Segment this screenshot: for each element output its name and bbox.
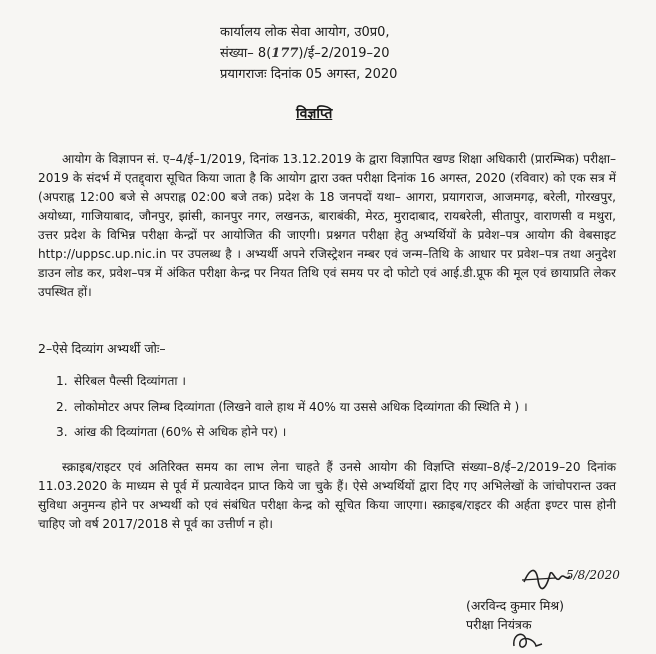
disability-list xyxy=(56,372,616,449)
section-2-heading: 2–ऐसे दिव्यांग अभ्यर्थी जोः– xyxy=(38,341,166,356)
paragraph-scribe-details: स्क्राइब/राइटर एवं अतिरिक्त समय का लाभ लेना चाहते हैं उनसे आयोग की विज्ञप्ति संख्या–8/ई–2/2019–20 दिनांक 11.03.2020 के माध्यम से पूर्व में प्रत्यावेदन प्राप्त किये जा चुके हैं। ऐसे अभ्यर्थियों द्वारा दिए गए अभिलेखों के जांचोपरान्त उक्त सुविधा अनुमन्य होने पर अभ्यर्थी को एवं संबंधित परीक्षा केन्द्र को सूचित किया जाएगा। स्क्राइब/राइटर की अर्हता इण्टर पास होनी चाहिए जो वर्ष 2017/2018 से पूर्व का उत्तीर्ण न हो। xyxy=(38,460,616,531)
signature-date: 5/8/2020 xyxy=(566,568,620,582)
signatory-designation: परीक्षा नियंत्रक xyxy=(466,617,532,632)
list-item: 2. लोकोमोटर अपर लिम्ब दिव्यांगता (लिखने वाले हाथ में 40% या उससे अधिक दिव्यांगता की स्थिति मे ) । xyxy=(56,399,528,414)
list-item: 1. सेरिबल पैल्सी दिव्यांगता । xyxy=(56,374,186,388)
paragraph-exam-details: आयोग के विज्ञापन सं. ए–4/ई–1/2019, दिनांक 13.12.2019 के द्वारा विज्ञापित खण्ड शिक्षा अधिकारी (प्रारम्भिक) परीक्षा–2019 के संदर्भ में एतद्द्वारा सूचित किया जाता है कि आयोग द्वारा उक्त परीक्षा दिनांक 16 अगस्त, 2020 (रविवार) को एक सत्र में (अपराह्न 12:00 बजे से अपराह्न 02:00 बजे तक) प्रदेश के 18 जनपदों यथा– आगरा, प्रयागराज, आजमगढ़, बरेली, गोरखपुर, अयोध्या, गाजियाबाद, जौनपुर, झांसी, कानपुर नगर, लखनऊ, बाराबंकी, मेरठ, मुरादाबाद, रायबरेली, सीतापुर, वाराणसी व मथुरा, उत्तर प्रदेश के विभिन्न परीक्षा केन्द्रों पर आयोजित की जाएगी। प्रश्नगत परीक्षा हेतु अभ्यर्थियों के प्रवेश–पत्र आयोग की वेबसाइट http://uppsc.up.nic.in पर उपलब्ध है । अभ्यर्थी अपने रजिस्ट्रेशन नम्बर एवं जन्म–तिथि के आधार पर प्रवेश–पत्र तथा अनुदेश डाउन लोड कर, प्रवेश–पत्र में अंकित परीक्षा केन्द्र पर नियत तिथि एवं समय पर दो फोटो एवं आई.डी.प्रूफ की मूल एवं छायाप्रति लेकर उपस्थित हों। xyxy=(38,152,616,299)
letter-date: प्रयागराजः दिनांक 05 अगस्त, 2020 xyxy=(220,67,398,82)
handwritten-number: 177 xyxy=(271,46,299,61)
notice-title: विज्ञप्ति xyxy=(296,106,333,122)
signatory-name: (अरविन्द कुमार मिश्र) xyxy=(466,598,565,613)
letter-header xyxy=(220,22,540,85)
handwritten-initials xyxy=(506,628,546,652)
list-item: 3. आंख की दिव्यांगता (60% से अधिक होने पर) । xyxy=(56,425,287,439)
office-name: कार्यालय लोक सेवा आयोग, उ0प्र0, xyxy=(220,25,390,40)
reference-number: संख्या– 8(177)/ई–2/2019–20 xyxy=(220,46,390,61)
